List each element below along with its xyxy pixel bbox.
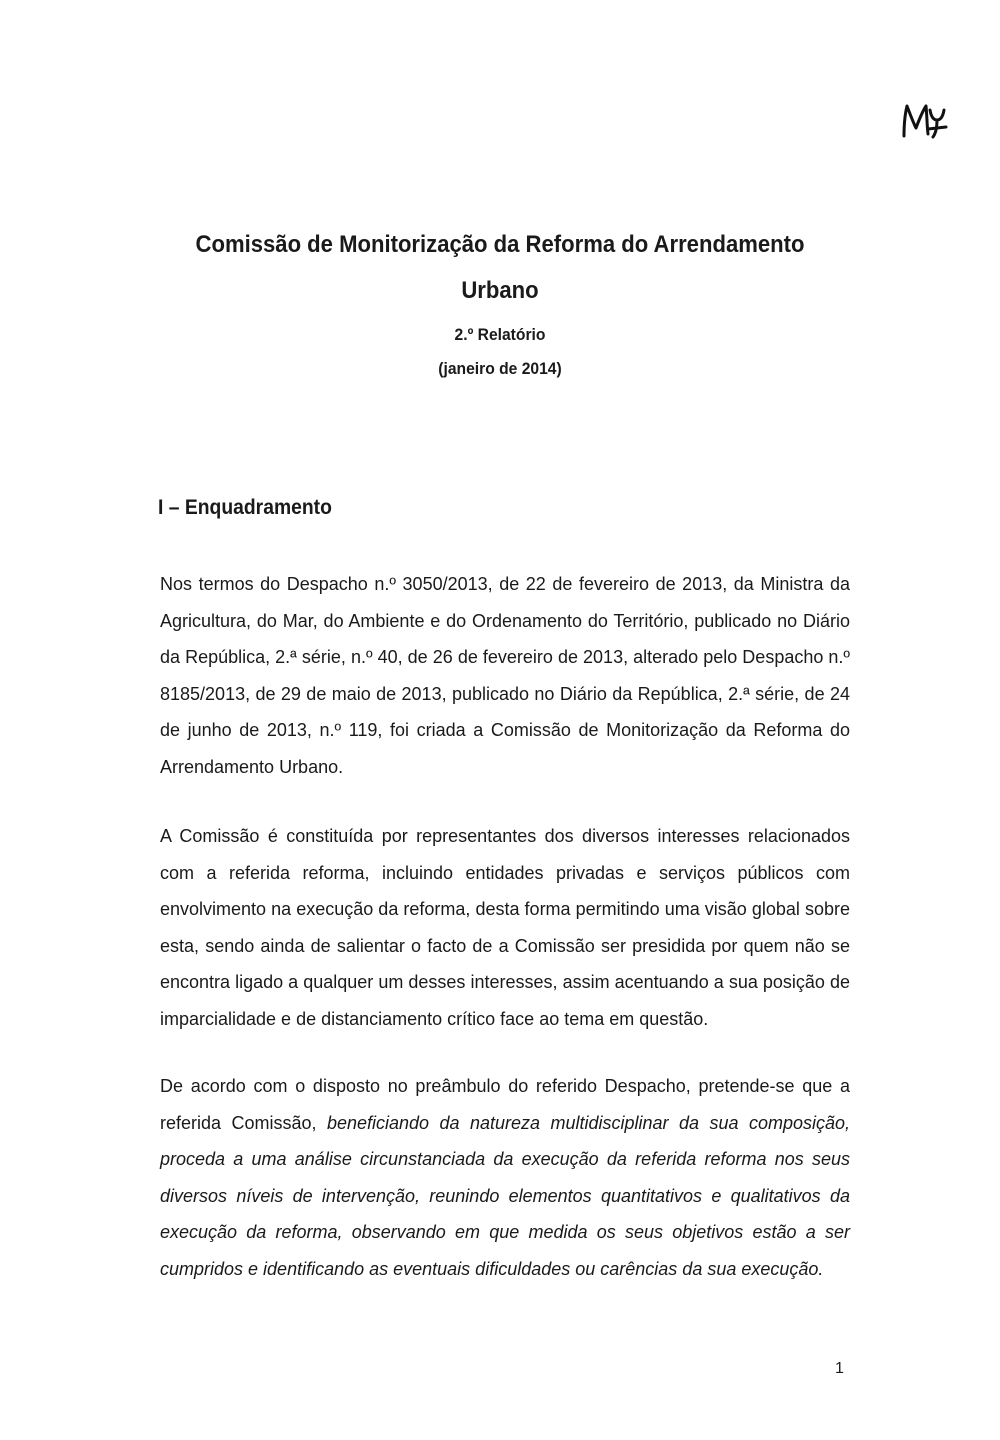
page-number: 1 — [835, 1360, 844, 1377]
section-heading: I – Enquadramento — [158, 496, 332, 519]
initials-signature — [900, 100, 950, 142]
title-block — [0, 222, 1000, 386]
document-title-line1: Comissão de Monitorização da Reforma do Arrendamento — [195, 231, 805, 258]
report-number: 2.º Relatório — [454, 325, 546, 344]
paragraph-3-quote: beneficiando da natureza multidisciplinar da sua composição, proceda a uma análise circunstanciada da execução da referida reforma nos seus diversos níveis de intervenção, reunindo elementos quantitativos e qualitativos da execução da reforma, observando em que medida os seus objetivos estão a ser cumpridos e identificando as eventuais dificuldades ou carências da sua execução. — [160, 1112, 850, 1279]
paragraph-1: Nos termos do Despacho n.º 3050/2013, de 22 de fevereiro de 2013, da Ministra da Agricultura, do Mar, do Ambiente e do Ordenamento do Território, publicado no Diário da República, 2.ª série, n.º 40, de 26 de fevereiro de 2013, alterado pelo Despacho n.º 8185/2013, de 29 de maio de 2013, publicado no Diário da República, 2.ª série, de 24 de junho de 2013, n.º 119, foi criada a Comissão de Monitorização da Reforma do Arrendamento Urbano. — [160, 574, 850, 777]
paragraph-3-intro: De acordo com o disposto no preâmbulo do referido Despacho, pretende-se que a referida Comissão, — [160, 1076, 850, 1133]
paragraph-3 — [160, 1068, 850, 1287]
report-date: (janeiro de 2014) — [438, 359, 562, 378]
paragraph-2: A Comissão é constituída por representantes dos diversos interesses relacionados com a referida reforma, incluindo entidades privadas e serviços públicos com envolvimento na execução da reforma, desta forma permitindo uma visão global sobre esta, sendo ainda de salientar o facto de a Comissão ser presidida por quem não se encontra ligado a qualquer um desses interesses, assim acentuando a sua posição de imparcialidade e de distanciamento crítico face ao tema em questão. — [160, 826, 850, 1029]
document-title-line2: Urbano — [461, 277, 539, 304]
